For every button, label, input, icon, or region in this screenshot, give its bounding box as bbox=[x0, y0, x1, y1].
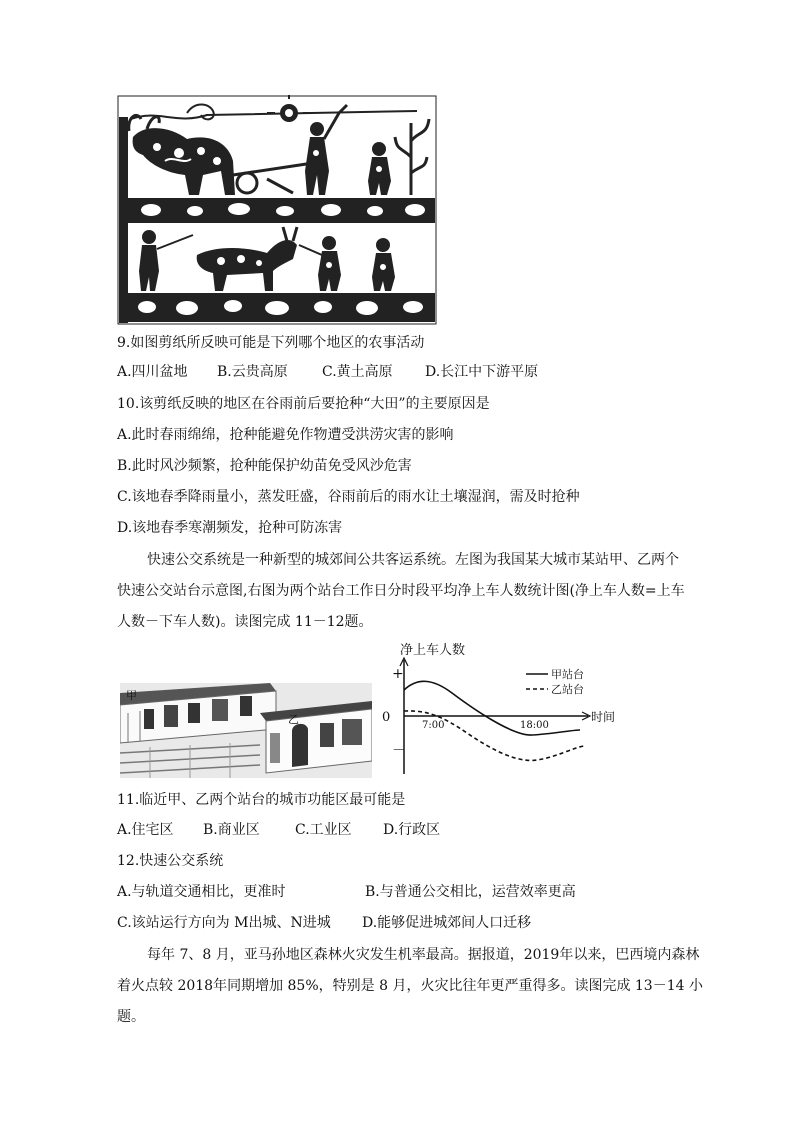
intro-bus-line-2: 快速公交站台示意图,右图为两个站台工作日分时段平均净上车人数统计图(净上车人数=上车 bbox=[117, 583, 685, 599]
intro-fire-line-1: 每年 7、8 月，亚马孙地区森林火灾发生机率最高。据报道，2019年以来，巴西境内森林 bbox=[147, 947, 700, 963]
intro-bus-line-1: 快速公交系统是一种新型的城郊间公共客运系统。左图为我国某大城市某站甲、乙两个 bbox=[147, 552, 679, 568]
q11-stem: 11.临近甲、乙两个站台的城市功能区最可能是 bbox=[117, 792, 406, 808]
chart-xtick-7: 7:00 bbox=[422, 720, 445, 731]
q10-option-d: D.该地春季寒潮频发，抢种可防冻害 bbox=[117, 520, 343, 536]
q9-option-b: B.云贵高原 bbox=[217, 364, 288, 380]
q11-option-a: A.住宅区 bbox=[117, 822, 174, 838]
q11-option-b: B.商业区 bbox=[203, 822, 260, 838]
q12-option-a: A.与轨道交通相比，更准时 bbox=[117, 884, 286, 900]
intro-fire-line-2: 着火点较 2018年同期增加 85%，特别是 8 月，火灾比往年更严重得多。读图完成 13－14 小 bbox=[117, 978, 703, 994]
q12-option-c: C.该站运行方向为 M出城、N进城 bbox=[117, 915, 331, 931]
paper-cut-illustration bbox=[117, 95, 437, 325]
chart-xlabel: 时间 bbox=[591, 710, 616, 724]
paper-cut-left-border bbox=[119, 117, 128, 323]
q12-stem: 12.快速公交系统 bbox=[117, 853, 224, 869]
chart-y-minus: － bbox=[392, 743, 406, 759]
series-yi-line bbox=[404, 711, 584, 761]
chart-y-zero: 0 bbox=[382, 710, 391, 725]
photo-label-yi: 乙 bbox=[288, 713, 299, 726]
intro-bus-line-3: 人数－下车人数)。读图完成 11－12题。 bbox=[117, 614, 373, 630]
q10-option-b: B.此时风沙频繁，抢种能保护幼苗免受风沙危害 bbox=[117, 458, 412, 474]
q10-option-a: A.此时春雨绵绵，抢种能避免作物遭受洪涝灾害的影响 bbox=[117, 427, 454, 443]
q10-option-c: C.该地春季降雨量小，蒸发旺盛，谷雨前后的雨水让土壤湿润，需及时抢种 bbox=[117, 489, 580, 505]
paper-cut-band-upper bbox=[128, 198, 435, 223]
net-boarding-chart bbox=[372, 638, 622, 778]
legend-jia-label: 甲站台 bbox=[551, 668, 584, 681]
station-yi-canopy bbox=[260, 701, 372, 773]
chart-ylabel: 净上车人数 bbox=[400, 643, 466, 658]
legend-yi-label: 乙站台 bbox=[551, 683, 584, 696]
intro-fire-line-3: 题。 bbox=[117, 1009, 145, 1025]
paper-cut-band-lower bbox=[128, 293, 435, 322]
q11-option-d: D.行政区 bbox=[383, 822, 441, 838]
q10-stem: 10.该剪纸反映的地区在谷雨前后要抢种“大田”的主要原因是 bbox=[117, 396, 490, 412]
q9-option-c: C.黄土高原 bbox=[322, 364, 393, 380]
q9-option-d: D.长江中下游平原 bbox=[425, 364, 539, 380]
q12-option-d: D.能够促进城郊间人口迁移 bbox=[362, 915, 532, 931]
q11-option-c: C.工业区 bbox=[295, 822, 352, 838]
photo-label-jia: 甲 bbox=[126, 689, 137, 702]
bus-station-photo bbox=[120, 683, 372, 778]
chart-y-plus: + bbox=[392, 666, 404, 682]
q9-option-a: A.四川盆地 bbox=[117, 364, 188, 380]
q9-stem: 9.如图剪纸所反映可能是下列哪个地区的农事活动 bbox=[117, 335, 425, 351]
chart-xtick-18: 18:00 bbox=[520, 720, 549, 731]
q12-option-b: B.与普通公交相比，运营效率更高 bbox=[365, 884, 576, 900]
